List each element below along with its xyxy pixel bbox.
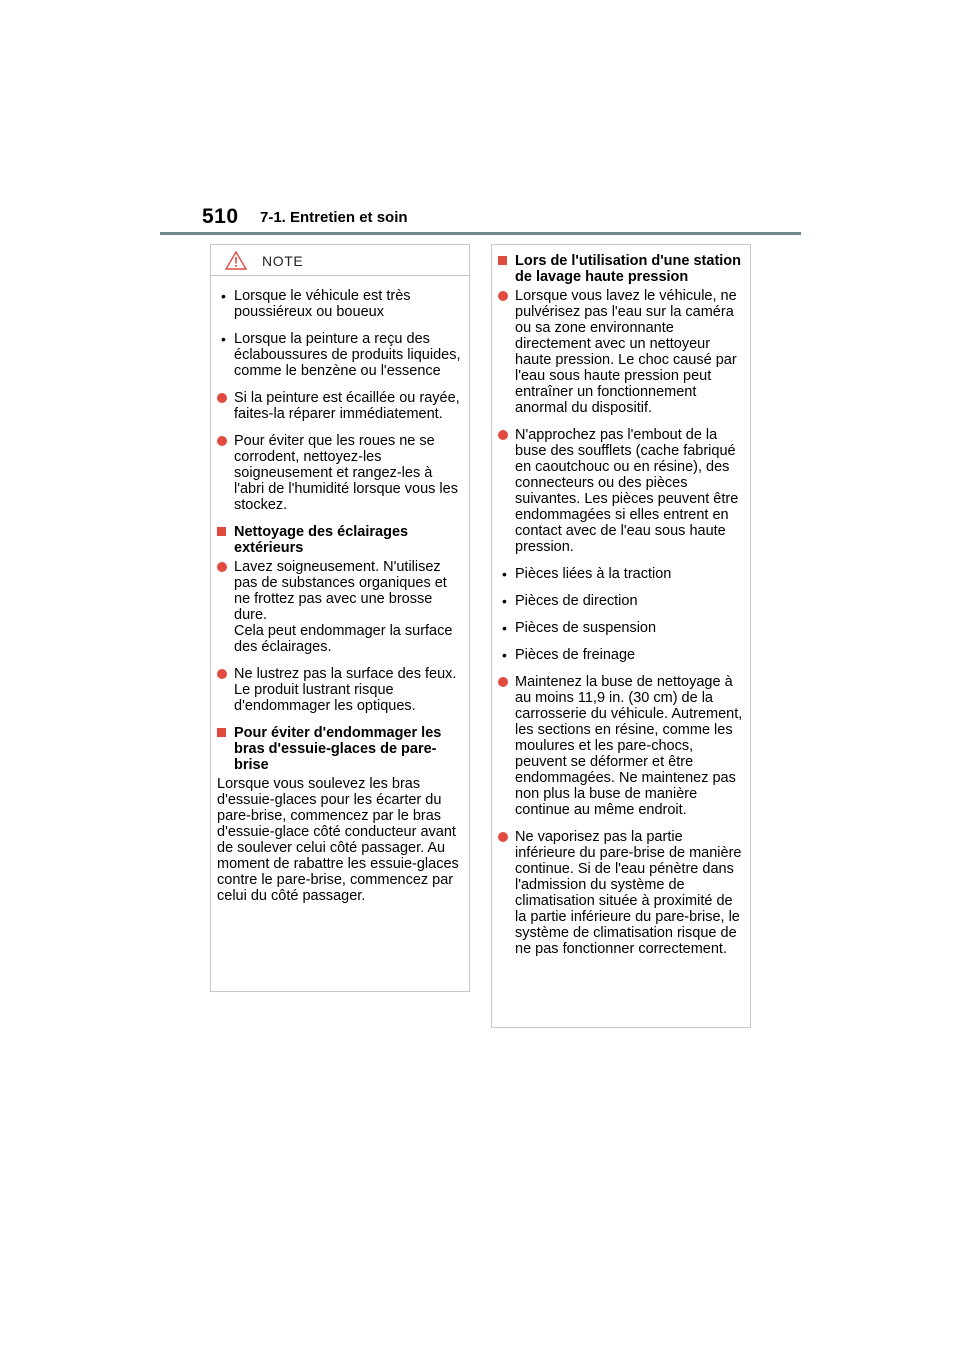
circle-bullet-icon bbox=[498, 430, 508, 440]
square-bullet-icon bbox=[217, 527, 226, 536]
subsection-heading bbox=[498, 253, 744, 285]
list-item-text: Lavez soigneusement. N'utilisez pas de substances organiques et ne frottez pas avec une brosse dure. bbox=[234, 559, 447, 623]
square-bullet-icon bbox=[498, 256, 507, 265]
list-item-note: Le produit lustrant risque d'endommager les optiques. bbox=[234, 682, 416, 714]
list-item-text: Maintenez la buse de nettoyage à au moins 11,9 in. (30 cm) de la carrosserie du véhicule. Autrement, les sections en résine, comme les moulures et les pare-chocs, peuvent se déformer et être endommagées. Ne maintenez pas non plus la buse de manière continue au même endroit. bbox=[515, 674, 743, 818]
list-item-text: Lorsque vous lavez le véhicule, ne pulvérisez pas l'eau sur la caméra ou sa zone environnante directement avec un nettoyeur haute pression. Le choc causé par l'eau sous haute pression peut entraîner un fonctionnement anormal du dispositif. bbox=[515, 288, 737, 416]
bullet-marker: • bbox=[502, 593, 507, 609]
note-box bbox=[210, 244, 470, 992]
note-header bbox=[211, 245, 469, 276]
circle-bullet-icon bbox=[498, 832, 508, 842]
list-item bbox=[498, 620, 744, 636]
list-item bbox=[217, 666, 463, 714]
list-item bbox=[217, 390, 463, 422]
bullet-marker: • bbox=[221, 288, 226, 304]
circle-bullet-icon bbox=[498, 291, 508, 301]
section-title: 7-1. Entretien et soin bbox=[260, 209, 408, 226]
list-item bbox=[498, 566, 744, 582]
list-item bbox=[498, 674, 744, 818]
note-label: NOTE bbox=[262, 253, 304, 269]
circle-bullet-icon bbox=[217, 393, 227, 403]
note-content-continued bbox=[492, 245, 750, 957]
page-header bbox=[200, 205, 800, 235]
list-item-text: Pièces liées à la traction bbox=[515, 566, 672, 582]
square-bullet-icon bbox=[217, 728, 226, 737]
bullet-marker: • bbox=[502, 620, 507, 636]
bullet-marker: • bbox=[502, 647, 507, 663]
list-item bbox=[217, 433, 463, 513]
subsection-heading-text: Nettoyage des éclairages extérieurs bbox=[234, 524, 409, 556]
list-item-text: Lorsque la peinture a reçu des éclaboussures de produits liquides, comme le benzène ou l'essence bbox=[234, 331, 461, 379]
circle-bullet-icon bbox=[217, 436, 227, 446]
paragraph: Lorsque vous soulevez les bras d'essuie-glaces pour les écarter du pare-brise, commencez par le bras d'essuie-glace côté conducteur avant de soulever celui côté passager. Au moment de rabattre les essuie-glaces contre le pare-brise, commencez par celui du côté passager. bbox=[217, 776, 459, 904]
list-item-text: Si la peinture est écaillée ou rayée, faites-la réparer immédiatement. bbox=[234, 390, 460, 422]
list-item bbox=[217, 559, 463, 655]
list-item-text: Ne lustrez pas la surface des feux. bbox=[234, 666, 457, 682]
circle-bullet-icon bbox=[498, 677, 508, 687]
list-item-text: Pièces de direction bbox=[515, 593, 638, 609]
list-item bbox=[498, 829, 744, 957]
note-box-continued bbox=[491, 244, 751, 1028]
list-item bbox=[217, 331, 463, 379]
list-item bbox=[498, 288, 744, 416]
list-item bbox=[498, 593, 744, 609]
bullet-marker: • bbox=[221, 331, 226, 347]
list-item-text: Pour éviter que les roues ne se corrodent, nettoyez-les soigneusement et rangez-les à l'abri de l'humidité lorsque vous les stockez. bbox=[234, 433, 458, 513]
bullet-marker: • bbox=[502, 566, 507, 582]
list-item-text: Lorsque le véhicule est très poussiéreux ou boueux bbox=[234, 288, 411, 320]
header-rule bbox=[160, 232, 801, 235]
page-number: 510 bbox=[202, 205, 239, 228]
list-item bbox=[498, 427, 744, 555]
list-item-note: Cela peut endommager la surface des éclairages. bbox=[234, 623, 453, 655]
subsection-heading bbox=[217, 524, 463, 556]
list-item-text: Pièces de suspension bbox=[515, 620, 657, 636]
note-content bbox=[211, 276, 469, 904]
list-item bbox=[217, 288, 463, 320]
subsection-heading bbox=[217, 725, 463, 773]
list-item bbox=[498, 647, 744, 663]
circle-bullet-icon bbox=[217, 562, 227, 572]
list-item-text: Ne vaporisez pas la partie inférieure du pare-brise de manière continue. Si de l'eau pénètre dans l'admission du système de climatisation située à proximité de la partie inférieure du pare-brise, le système de climatisation risque de ne pas fonctionner correctement. bbox=[515, 829, 742, 957]
list-item-text: N'approchez pas l'embout de la buse des soufflets (cache fabriqué en caoutchouc ou en résine), des connecteurs ou des pièces suivantes. Les pièces peuvent être endommagées si elles entrent en contact avec de l'eau sous haute pression. bbox=[515, 427, 739, 555]
list-item-text: Pièces de freinage bbox=[515, 647, 636, 663]
subsection-heading-text: Pour éviter d'endommager les bras d'essuie-glaces de pare-brise bbox=[234, 725, 442, 773]
warning-triangle-icon bbox=[225, 251, 247, 270]
subsection-heading-text: Lors de l'utilisation d'une station de lavage haute pression bbox=[515, 253, 742, 285]
circle-bullet-icon bbox=[217, 669, 227, 679]
